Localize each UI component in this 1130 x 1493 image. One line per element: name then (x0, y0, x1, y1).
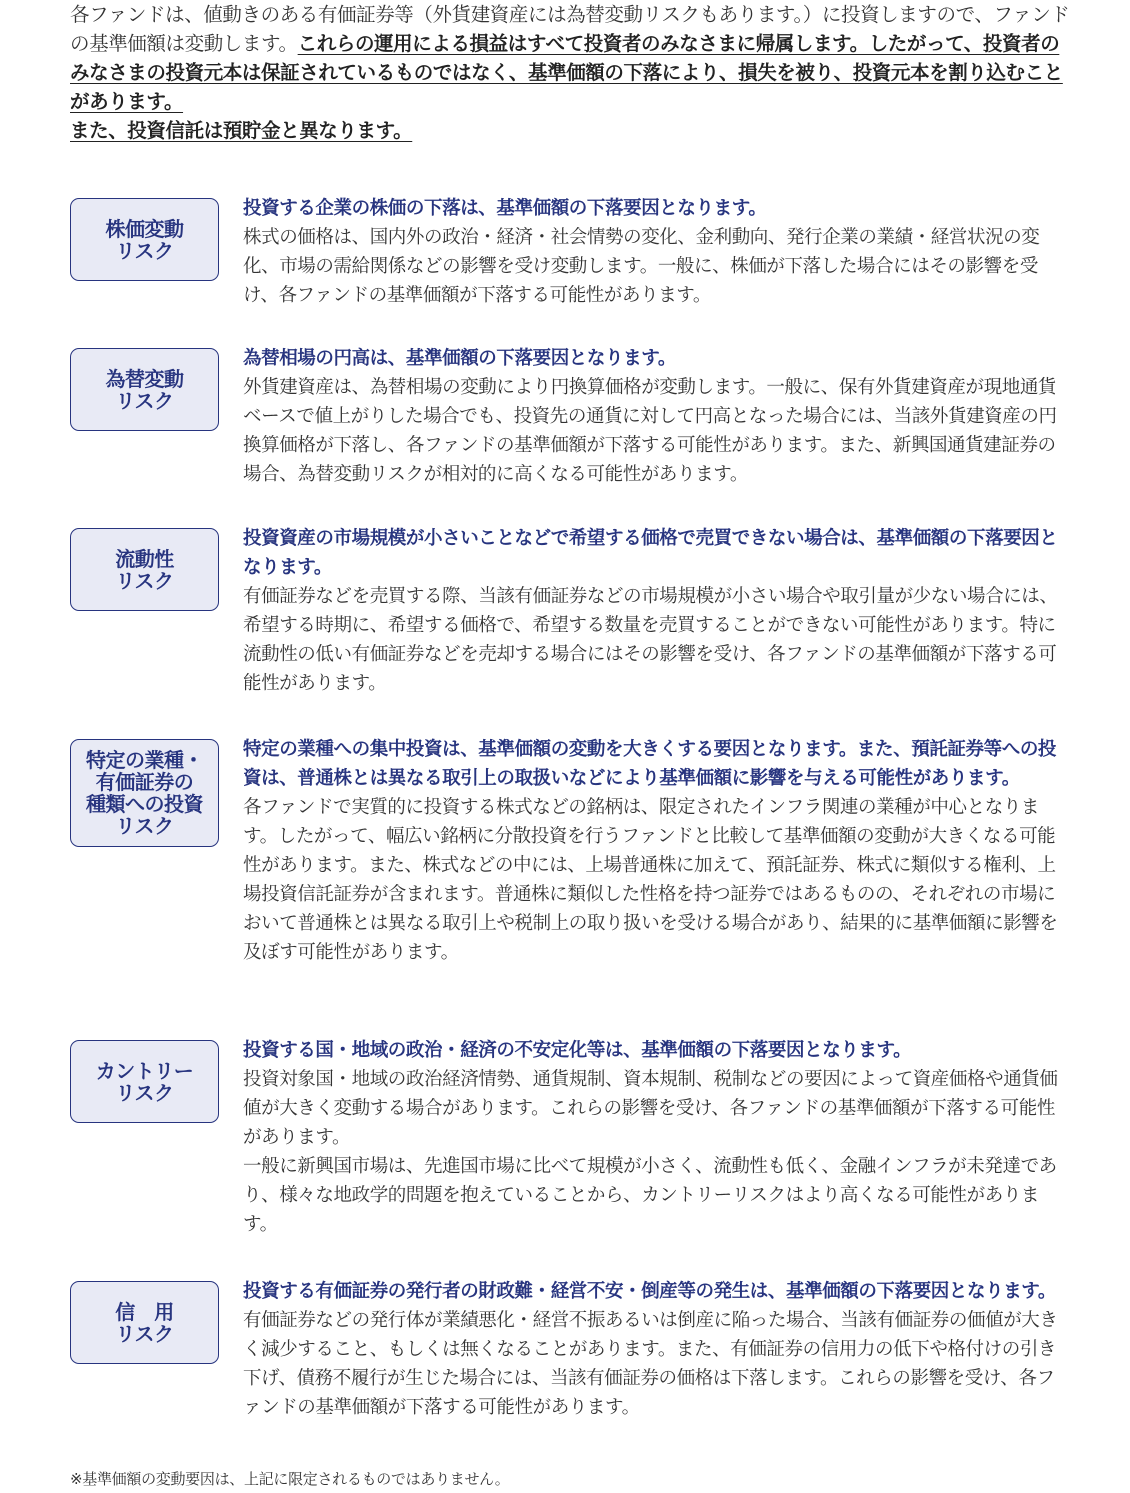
risk-headline: 投資する企業の株価の下落は、基準価額の下落要因となります。 (243, 198, 767, 219)
risk-headline: 投資資産の市場規模が小さいことなどで希望する価格で売買できない場合は、基準価額の下落要因となります。 (243, 528, 1058, 578)
risk-headline: 為替相場の円高は、基準価額の下落要因となります。 (243, 348, 676, 369)
risk-headline: 投資する有価証券の発行者の財政難・経営不安・倒産等の発生は、基準価額の下落要因となります。 (243, 1281, 1057, 1302)
risk-description-emerging: 一般に新興国市場は、先進国市場に比べて規模が小さく、流動性も低く、金融インフラが未発達であり、様々な地政学的問題を抱えていることから、カントリーリスクはより高くなる可能性があります。 (243, 1156, 1057, 1235)
intro-emphasis-deposit: また、投資信託は預貯金と異なります。 (70, 119, 413, 142)
intro-plain-text: 各ファンドは、値動きのある有価証券等（外貨建資産には為替変動リスクもあります。）に投資しますので、ファンドの基準価額は変動します。 (70, 3, 1070, 55)
risk-description: 各ファンドで実質的に投資する株式などの銘柄は、限定されたインフラ関連の業種が中心となります。したがって、幅広い銘柄に分散投資を行うファンドと比較して基準価額の変動が大きくなる可能性があります。また、株式などの中には、上場普通株に加えて、預託証券、株式に類似する権利、上場投資信託証券が含まれます。普通株に類似した性格を持つ証券ではあるものの、それぞれの市場において普通株とは異なる取引上や税制上の取り扱いを受ける場合があり、結果的に基準価額に影響を及ぼす可能性があります。 (243, 797, 1058, 963)
risk-body (243, 524, 1065, 698)
risk-body (243, 344, 1065, 489)
risk-label-text: 株価変動 リスク (105, 216, 184, 263)
risk-description: 外貨建資産は、為替相場の変動により円換算価格が変動します。一般に、保有外貨建資産が現地通貨ベースで値上がりした場合でも、投資先の通貨に対して円高となった場合には、当該外貨建資産の円換算価格が下落し、各ファンドの基準価額が下落する可能性があります。また、新興国通貨建証券の場合、為替変動リスクが相対的に高くなる可能性があります。 (243, 377, 1057, 485)
risk-body (243, 1036, 1065, 1239)
risk-description: 投資対象国・地域の政治経済情勢、通貨規制、資本規制、税制などの要因によって資産価格や通貨価値が大きく変動する場合があります。これらの影響を受け、各ファンドの基準価額が下落する可能性があります。 (243, 1069, 1058, 1148)
risk-label-text: 特定の業種・ 有価証券の 種類への投資 リスク (86, 748, 203, 838)
risk-headline: 特定の業種への集中投資は、基準価額の変動を大きくする要因となります。また、預託証券等への投資は、普通株とは異なる取引上の取扱いなどにより基準価額に影響を与える可能性があります。 (243, 739, 1057, 789)
risk-label-text: 為替変動 リスク (105, 366, 184, 413)
risk-label-text: カントリー リスク (95, 1058, 194, 1105)
risk-label-box (70, 198, 219, 281)
risk-headline: 投資する国・地域の政治・経済の不安定化等は、基準価額の下落要因となります。 (243, 1040, 912, 1061)
risk-label-box (70, 1040, 219, 1123)
risk-label-box (70, 739, 219, 847)
risk-description: 有価証券などの発行体が業績悪化・経営不振あるいは倒産に陥った場合、当該有価証券の価値が大きく減少すること、もしくは無くなることがあります。また、有価証券の信用力の低下や格付けの引き下げ、債務不履行が生じた場合には、当該有価証券の価格は下落します。これらの影響を受け、各ファンドの基準価額が下落する可能性があります。 (243, 1310, 1058, 1418)
risk-description: 株式の価格は、国内外の政治・経済・社会情勢の変化、金利動向、発行企業の業績・経営状況の変化、市場の需給関係などの影響を受け変動します。一般に、株価が下落した場合にはその影響を受け、各ファンドの基準価額が下落する可能性があります。 (243, 227, 1040, 306)
risk-label-box (70, 1281, 219, 1364)
risk-label-text: 流動性 リスク (115, 546, 174, 593)
footnote: ※基準価額の変動要因は、上記に限定されるものではありません。 (70, 1470, 510, 1488)
risk-body (243, 194, 1065, 310)
risk-body (243, 1277, 1065, 1422)
risk-label-text: 信 用 リスク (115, 1299, 174, 1346)
risk-label-box (70, 348, 219, 431)
intro-paragraph (70, 0, 1070, 145)
risk-label-box (70, 528, 219, 611)
intro-emphasis-text: これらの運用による損益はすべて投資者のみなさまに帰属します。したがって、投資者のみなさまの投資元本は保証されているものではなく、基準価額の下落により、損失を被り、投資元本を割り込むことがあります。 (70, 32, 1063, 113)
risk-body (243, 735, 1065, 967)
risk-description: 有価証券などを売買する際、当該有価証券などの市場規模が小さい場合や取引量が少ない場合には、希望する時期に、希望する価格で、希望する数量を売買することができない可能性があります。特に流動性の低い有価証券などを売却する場合にはその影響を受け、各ファンドの基準価額が下落する可能性があります。 (243, 586, 1058, 694)
